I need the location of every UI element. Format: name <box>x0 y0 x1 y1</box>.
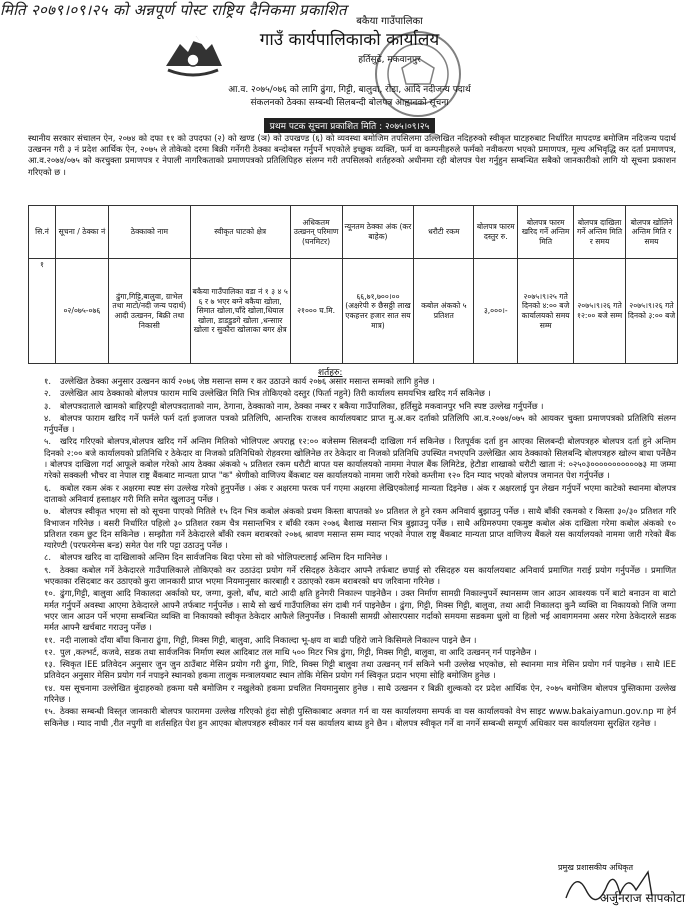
list-item <box>44 376 676 387</box>
list-item <box>44 659 676 682</box>
signatory-title: प्रमुख प्रशासकीय अधिकृत <box>558 863 634 872</box>
list-item <box>44 483 676 506</box>
col-header: बोलपत्र खोलिने अन्तिम मिति र समय <box>626 206 678 259</box>
term-text: बोलपत्र फाराम खरिद गर्ने फर्मले फर्म दर्ता इजाजत पत्रको प्रतिलिपि, आन्तरिक राजश्व कार्यालयबाट प्राप्त मु.अ.कर दर्ताको प्रतिलिपि आ.व.२०७४/०७५ को आयकर चुक्ता प्रमाणपत्रको प्रतिलिपि संलग्न गर्नुपर्नेछ । <box>44 412 676 435</box>
cell-approved-area: बकैया गाउँपालिका वडा नं १ ३ ४ ५ ६ र ७ भएर बग्ने बकैया खोला, सिमात खोला,चाँदे खोला,धियाल खोला, डाडडुडगे खोला ,धन्साार खोला र सुकौरा खोलाका बगर क्षेत्र <box>190 259 290 364</box>
tender-table <box>28 205 678 364</box>
term-number: १. <box>44 376 52 386</box>
term-number: ९. <box>44 564 52 575</box>
col-header: सि.नं <box>29 206 56 259</box>
term-text: उल्लेखित आय ठेक्काको बोलपत्र फाराम माथि उल्लेखित मिति भित्र तोकिएको दस्तुर (फिर्ता नहुने) तिरी कार्यालय समयभित्र खरिद गर्न सकिनेछ । <box>60 388 491 399</box>
intro-paragraph: स्थानीय सरकार संचालन ऐन, २०७४ को दफा ११ को उपदफा (२) को खण्ड (ञ) को उपखण्ड (६) को व्यवस्था बमोजिम तपसिलमा उल्लिखित नदिहरुको स्वीकृत घाटहरुबाट निर्धारित मापदण्ड बमोजिम नदिजन्य पदार्थ उत्खनन गरी ३ नं प्रदेश आर्थिक ऐन, २०७५ ले तोकेको दरमा बिक्री गर्नेगरी ठेक्का बन्दोबस्त गर्नुपर्ने भएकोले इच्छुक व्यक्ति, फर्म वा कम्पनीहरुले फर्मको नवीकरण भएको प्रमाणपत्र, मूल्य अभिवृद्धि कर दर्ता प्रमाणपत्र, आ.व.२०७४/०७५ को करचुक्ता प्रमाणपत्र र नेपाली नागरिकताको प्रमाणपत्रको प्रतिलिपिहरु संलग्न गरी तपसिलको शर्तहरुको अधीनमा रही बोलपत्र पेश गर्नुहुन सम्बन्धित सबैको जानकारीको लागि यो सूचना प्रकाशन गरिएको छ । <box>28 133 676 177</box>
term-number: ५. <box>44 436 52 447</box>
col-header: न्यूनतम ठेक्का अंक (कर बाहेक) <box>342 206 414 259</box>
terms-heading: शर्तहरु: <box>318 368 343 378</box>
term-number: १०. <box>44 588 56 599</box>
term-number: ७. <box>44 506 52 517</box>
term-text: यस सूचनामा उल्लेखित बुंदाहरुको हकमा यसै बमोजिम र नखुलेको हकमा प्रचलित नियमानुसार हुनेछ । साथै उत्खनन र बिक्री शुल्कको दर प्रदेश आर्थिक ऐन, २०७५ बमोजिम बोलपत्र पुस्तिकामा उल्लेख गरिनेछ । <box>44 682 676 705</box>
term-text: ठेक्का कबोल गर्ने ठेकेदारले गाउँपालिकाले तोकिएको कर उठाउंदा प्रयोग गर्ने रसिदहरु ठेकेदार आफ्नै तर्फबाट छपाई सो रसिदहरु यस कार्यालयबाट अनिवार्य प्रमाणित गराई प्रयोग गर्नुपर्नेछ । प्रमाणित भएकाका रसिदबाट कर उठाएको कुरा जानकारी प्राप्त भएमा नियमानुसार कारबाही र उठाएको रकम बराबरको थप जरिवाना गरिनेछ । <box>44 564 676 587</box>
list-item <box>44 647 676 658</box>
cell-open-time: २०७५।९।२६ गते दिनको ३:०० बजे <box>626 259 678 364</box>
cell-contract-name: ढुंगा,गिट्टि,बालुवा, ग्राभेल तथा माटो/नदी जन्य पदार्थ) आदी उत्खनन, बिक्री तथा निकासी <box>108 259 190 364</box>
municipality-name: बकैया गाउँपालिका <box>356 16 423 27</box>
list-item <box>44 706 676 729</box>
term-number: १४. <box>44 682 56 693</box>
term-number: १३. <box>44 659 56 670</box>
term-text: उल्लेखित ठेक्का अनुसार उत्खनन कार्य २०७६ जेष्ठ मसान्त सम्म र कर उठाउने कार्य २०७६ असार मसान्त सम्मको लागि हुनेछ । <box>60 376 435 386</box>
list-item <box>44 388 676 399</box>
notice-subject: आ.व. २०७५/०७६ को लागि ढुंगा, गिट्टी, बालुवा, रोडा, आदि नदीजन्य पदार्थ <box>228 85 471 95</box>
col-header: अधिकतम उत्खनन् परिमाण (घनमिटर) <box>290 206 342 259</box>
term-number: ४. <box>44 412 52 423</box>
cell-purchase-deadline: २०७५।९।२५ गते दिनको ४:०० बजे कार्यालयको समय सम्म <box>518 259 574 364</box>
term-number: ३. <box>44 400 52 411</box>
cell-sn: १ <box>29 259 56 364</box>
cell-notice-no: ०२/०७५-०७६ <box>55 259 108 364</box>
term-number: ८. <box>44 552 52 563</box>
list-item <box>44 401 676 412</box>
term-number: ६. <box>44 482 52 493</box>
handwritten-publication-note: मिति २०७९।०९।२५ को अन्नपूर्ण पोस्ट राष्ट्रिय दैनिकमा प्रकाशित <box>0 1 347 19</box>
term-text: ढुंगा,गिट्टी, बालुवा आदि निकालदा अर्काको घर, जग्गा, कुलो, बाँध, बाटो आदी क्षति हुनेगरी निकाल्न पाइनेछैन । उक्त निर्माण सामग्री निकाल्नुपर्ने स्थानसम्म जान आउन आवश्यक पर्ने बाटो बनाउन वा बाटो मर्मत गर्नुपर्ने अवस्था आएमा ठेकेदारले आफ्नै तर्फबाट गर्नुपर्नेछ । साथै सो खर्च गाउँपालिका संग दाबी गर्न पाइनेछैन । ढुंगा, गिट्टी, मिक्स गिट्टी, बालुवा, तथा आदी निकालदा कुनै व्यक्ति वा निकायको निजि जग्गा भएर जान आउन पर्ने भएमा सम्बन्धित व्यक्ति वा निकायको स्वीकृत ठेकेदार आफैले लिनुपर्नेछ । निकासी सामग्री ओसारपसार गर्दाको समयमा सडकमा धुलो वा हिलो भई आवागमनमा असर गरेमा ठेकेदारले सडक मर्मत आफ्नै खर्चबाट गराउनु पर्नेछ । <box>44 588 676 633</box>
col-header: बोलपत्र फारम खरिद गर्ने अन्तिम मिति <box>518 206 574 259</box>
list-item <box>44 436 676 481</box>
first-publication-banner: प्रथम पटक सूचना प्रकाशित मिति : २०७५।०९।२५ <box>264 118 436 133</box>
office-name: गाउँ कार्यपालिकाको कार्यालय <box>259 30 440 50</box>
office-location: हर्तिसुढे, मकवानपुर <box>358 55 421 65</box>
term-text: बोलपत्र स्वीकृत भएमा सो को सूचना पाएको मितिले १५ दिन भित्र कबोल अंकको प्रथम किस्ता बापतको ४० प्रतिशत ले हुने रकम अनिवार्य बुझाउनु पर्नेछ । साथै बाँकी रकमको र किस्ता ३०/३० प्रतिशत गरि विभाजन गरिनेछ । बसरी निर्धारित पहिलो ३० प्रतिशत रकम चैत्र मसान्तभित्र र बाँकी रकम २०७६ बैशाख मसान्त भित्र बुझाउनु पर्नेछ । साथै अग्रिमरुपमा एकमुष्ट कबोल अंक दाखिला गरेमा कबोल अंकको १० प्रतिशत रकम छुट दिन सकिनेछ । सम्झौता गर्ने ठेकेदारले बाँकी रकम बराबरको २०७६ श्रावण मसान्त सम्म म्याद भएको नेपाल राष्ट्र बैंकबाट मान्यता प्राप्त वाणिज्य बैंकले यस कार्यालयको नाममा जारी गरेको बैंक ग्यारेण्टी (परफरमेन्स बन्ड) समेत पेश गरि पट्टा उठाउनु पर्नेछ । <box>44 506 676 551</box>
term-number: ११. <box>44 634 56 645</box>
cell-min-amount: ६६,७१,७००।०० (अक्षरेपी रु छैसठ्ठी लाख एकहत्तर हजार सात सय मात्र) <box>342 259 414 364</box>
term-text: बोलपत्रदाताले खामको बाहिरपट्टी बोलपत्रदाताको नाम, ठेगाना, ठेक्काको नाम, ठेक्का नम्बर र बकैया गाउँपालिका, हर्तिसुढे मकवानपुर भनि स्पष्ट उल्लेख गर्नुपर्नेछ । <box>60 400 544 411</box>
term-number: १५. <box>44 706 56 717</box>
cell-deposit: कबोल अंकको ५ प्रतिशत <box>414 259 474 364</box>
term-text: बोलपत्र खरिद वा दाखिलाको अन्तिम दिन सार्वजनिक बिदा परेमा सो को भोलिपल्टलाई अन्तिम दिन मानिनेछ । <box>60 552 388 563</box>
term-text: पुल ,कल्भर्ट, कजवे, सडक तथा सार्वजनिक निर्माण स्थल आदिबाट तल माथि ५०० मिटर भित्र ढुंगा, गिट्टी, मिक्स गिट्टी, बालुवा, वा आदि उत्खनन् गर्न पाइनेछैन । <box>60 646 537 657</box>
term-text: कबोल रकम अंक र अक्षरमा स्पष्ट संग उल्लेख गरेको हुनुपर्नेछ । अंक र अक्षरमा फरक पर्न गएमा अक्षरमा लेखिएकोलाई मान्यता दिइनेछ । अंक र अक्षरलाई पुन लेखन गर्नुपर्ने भएमा काटेको स्थानमा बोलपत्र दाताको अनिवार्य हस्ताक्षर गरी मिति समेत खुलाउनु पर्नेछ । <box>44 482 676 504</box>
col-header: ठेक्काको नाम <box>108 206 190 259</box>
notice-title: संकलनको ठेक्का सम्बन्धी सिलबन्दी बोलपत्र आह्वानको सूचना <box>250 98 449 108</box>
term-text: स्विकृत IEE प्रतिवेदन अनुसार जुन जुन ठाउँबाट मेसिन प्रयोग गरी ढुंगा, गिटि, मिक्स गिट्टी बालुवा तथा उत्खनन् गर्न सकिने भनी उल्लेख भएकोछ, सो स्थानमा मात्र मेसिन प्रयोग गर्न पाइनेछ । साथै IEE प्रतिवेदन अनुसार मेसिन प्रयोग गर्न नपाइने स्थानको हकमा तालुक मन्त्रालयबाट स्थान तोकि मेसिन प्रयोग गर्न स्विकृत प्रदान भएमा सोहि बमोजिम हुनेछ । <box>44 659 676 681</box>
list-item <box>44 413 676 436</box>
col-header: बोलपत्र दाखिला गर्ने अन्तिम मिति र समय <box>574 206 626 259</box>
term-text: नदी नालाको दाँया बाँया किनारा ढुंगा, गिट्टी, मिक्स गिट्टी, बालुवा, आदि निकाल्दा भू-क्षय वा बाढी पहिरो जाने किसिमले निकाल्न पाइने छैन । <box>60 634 477 645</box>
list-item <box>44 565 676 588</box>
list-item <box>44 506 676 551</box>
term-number: १२. <box>44 646 56 657</box>
cell-max-quantity: २१००० घ.मि. <box>290 259 342 364</box>
list-item <box>44 552 676 563</box>
list-item <box>44 588 676 633</box>
term-text: ठेक्का सम्बन्धी विस्तृत जानकारी बोलपत्र फाराममा उल्लेख गरिएको हुंदा सोही पुस्तिकाबाट अवगत गर्न वा यस कार्यालयमा सम्पर्क वा यस कार्यालयको वेभ साइट www.bakaiyamun.gov.np मा हेर्न सकिनेछ । म्याद नाघी ,रीत नपुगी वा शर्तसहित पेश हुन आएका बोलपत्रहरु स्वीकार गर्न यस कार्यालय बाध्य हुने छैन । बोलपत्र स्वीकृत गर्ने वा नगर्ने सम्बन्धी सम्पूर्ण अधिकार यस कार्यालयमा सुरक्षित रहनेछ । <box>44 706 676 728</box>
cell-form-fee: ३,०००।- <box>474 259 518 364</box>
table-header-row <box>29 206 678 259</box>
signatory-name: अर्जुनराज सापकोटा <box>600 891 685 905</box>
list-item <box>44 683 676 706</box>
list-item <box>44 635 676 646</box>
col-header: स्वीकृत घाटको क्षेत्र <box>190 206 290 259</box>
col-header: धरौटी रकम <box>414 206 474 259</box>
term-text: खरिद गरिएको बोलपत्र,बोलपत्र खरिद गर्ने अन्तिम मितिको भोलिपल्ट अपराह्न १२:०० बजेसम्म सिलबन्दी दाखिला गर्न सकिनेछ । रितपूर्वक दर्ता हुन आएका सिलबन्दी बोलपत्रहरु बोलपत्र दर्ता हुने अन्तिम दिनको २:०० बजे कार्यालयको प्रतिनिधि र ठेकेदार वा निजको प्रतिनिधिको रोहवरमा खोलिनेछ तर ठेकेदार वा निजको प्रतिनिधि उपस्थित नभएपनि उल्लेखित आय ठेक्काको सिलबन्दि बोलपत्रहरु खोल्न बाधा पर्नेछैन । बोलपत्र दाखिला गर्दा आफूले कबोल गरेको आय ठेक्का अंकको ५ प्रतिशत रकम धरौटी बापत यस कार्यालयको नाममा नेपाल बैंक लिमिटेड, हेटौडा शाखाको धरौटी खाता नं: ०२५०३०००००००००००७३ मा जम्मा गरेको सक्कली भौचर वा नेपाल राष्ट्र बैंकबाट मान्यता प्राप्त "क" श्रेणीको वाणिज्य बैंकबाट यस कार्यालयको नाममा जारी गरेको कम्तीमा १२० दिन म्याद भएको बोलपत्र जमानत पेश गर्नुपर्नेछ । <box>44 436 676 481</box>
col-header: सूचना / ठेक्का नं <box>55 206 108 259</box>
terms-list <box>44 376 676 730</box>
table-row <box>29 259 678 364</box>
col-header: बोलपत्र फारम दस्तुर रु. <box>474 206 518 259</box>
term-number: २. <box>44 388 52 399</box>
cell-submit-deadline: २०७५।९।२६ गते १२:०० बजे सम्म <box>574 259 626 364</box>
